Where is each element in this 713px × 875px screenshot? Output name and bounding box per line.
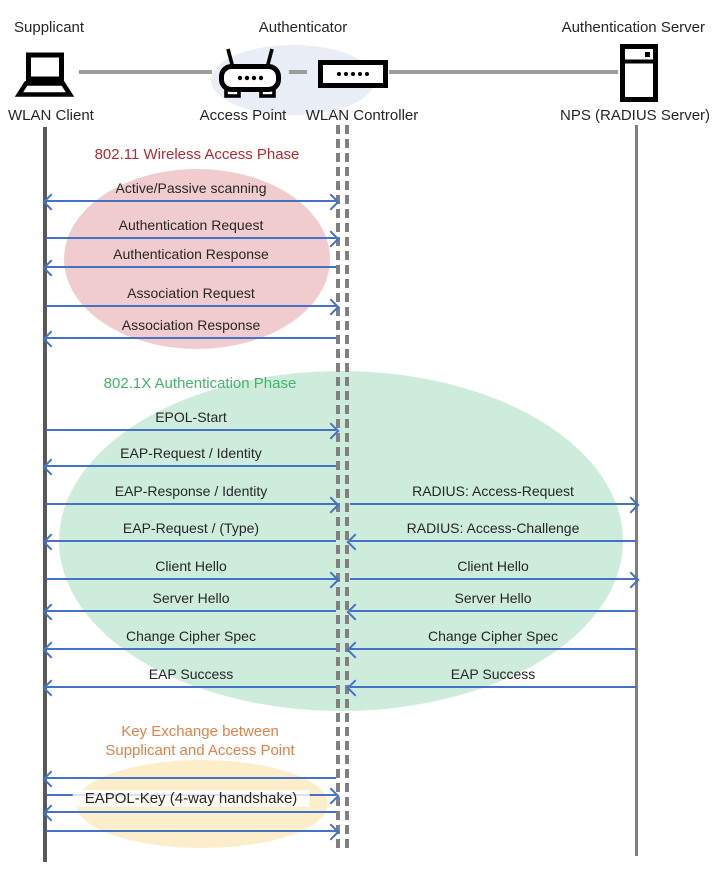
arrow-right [46, 503, 336, 505]
message-server-hello-right [350, 584, 636, 612]
message-label: RADIUS: Access-Challenge [406, 520, 580, 536]
arrow-left [46, 610, 336, 612]
arrow-right [46, 429, 336, 431]
connector-ap-to-controller [289, 70, 307, 74]
phase-title-802-1x: 802.1X Authentication Phase [103, 375, 297, 392]
message-label: EAP Success [148, 666, 234, 682]
message-label: EPOL-Start [155, 409, 227, 425]
arrow-left [350, 540, 636, 542]
message-label: Association Response [121, 317, 261, 333]
arrow-right [350, 578, 636, 580]
arrow-right [46, 578, 336, 580]
message-eapol-key-4 [46, 804, 336, 832]
message-association-request [46, 279, 336, 307]
message-label: Association Request [127, 285, 255, 301]
message-radius-access-challenge [350, 514, 636, 542]
arrow-left [350, 648, 636, 650]
message-eap-success-right [350, 660, 636, 688]
phase-title-802-11: 802.11 Wireless Access Phase [94, 146, 300, 163]
arrow-left [46, 648, 336, 650]
server-icon [620, 44, 658, 102]
message-label: Server Hello [454, 590, 532, 606]
message-association-response [46, 311, 336, 339]
message-eap-request-type [46, 514, 336, 542]
lifeline-wlan-controller-dashed-1 [336, 125, 340, 852]
arrow-left [46, 465, 336, 467]
message-authentication-response [46, 240, 336, 268]
arrow-left [46, 266, 336, 268]
message-change-cipher-spec-right [350, 622, 636, 650]
message-authentication-request [46, 211, 336, 239]
message-label: Change Cipher Spec [126, 628, 256, 644]
arrow-right [46, 830, 336, 832]
message-label: RADIUS: Access-Request [412, 483, 574, 499]
node-label-wlan-client: WLAN Client [8, 107, 94, 124]
arrow-right [46, 305, 336, 307]
message-label: EAP-Request / (Type) [122, 520, 260, 536]
message-label: EAPOL-Key (4-way handshake) [73, 790, 310, 807]
arrow-right [350, 503, 636, 505]
message-eap-response-identity [46, 477, 336, 505]
message-server-hello-left [46, 584, 336, 612]
message-label: Client Hello [155, 558, 227, 574]
message-radius-access-request [350, 477, 636, 505]
arrow-both [46, 200, 336, 202]
arrow-left [46, 686, 336, 688]
message-label: Authentication Request [118, 217, 264, 233]
arrow-left [46, 540, 336, 542]
message-label: EAP-Request / Identity [120, 445, 262, 461]
message-eap-success-left [46, 660, 336, 688]
message-label: EAP Success [450, 666, 536, 682]
node-label-wlan-controller: WLAN Controller [305, 107, 419, 124]
role-label-supplicant: Supplicant [14, 19, 85, 36]
message-label: Authentication Response [113, 246, 269, 262]
message-active-passive-scanning [46, 174, 336, 202]
message-epol-start [46, 403, 336, 431]
role-label-authentication-server: Authentication Server [561, 19, 705, 36]
message-eap-request-identity [46, 439, 336, 467]
message-label: Server Hello [152, 590, 230, 606]
role-label-authenticator: Authenticator [258, 19, 348, 36]
arrow-right [46, 237, 336, 239]
phase-title-key-exchange-line2: Supplicant and Access Point [105, 742, 295, 759]
message-label: EAP-Response / Identity [114, 483, 268, 499]
connector-controller-to-server [389, 70, 618, 74]
message-label: Client Hello [457, 558, 529, 574]
arrow-left [350, 610, 636, 612]
access-point-icon [213, 46, 287, 104]
message-label: Change Cipher Spec [428, 628, 558, 644]
node-label-access-point: Access Point [199, 107, 287, 124]
node-label-nps-radius-server: NPS (RADIUS Server) [560, 107, 711, 124]
arrow-left [46, 337, 336, 339]
message-client-hello-left [46, 552, 336, 580]
arrow-left [350, 686, 636, 688]
laptop-icon [12, 52, 78, 100]
lifeline-wlan-controller-dashed-2 [345, 125, 349, 852]
phase-title-key-exchange-line1: Key Exchange between [121, 723, 279, 740]
message-label: Active/Passive scanning [115, 180, 267, 196]
message-change-cipher-spec-left [46, 622, 336, 650]
connector-client-to-ap [79, 70, 212, 74]
wlan-controller-icon [318, 60, 388, 88]
message-client-hello-right [350, 552, 636, 580]
